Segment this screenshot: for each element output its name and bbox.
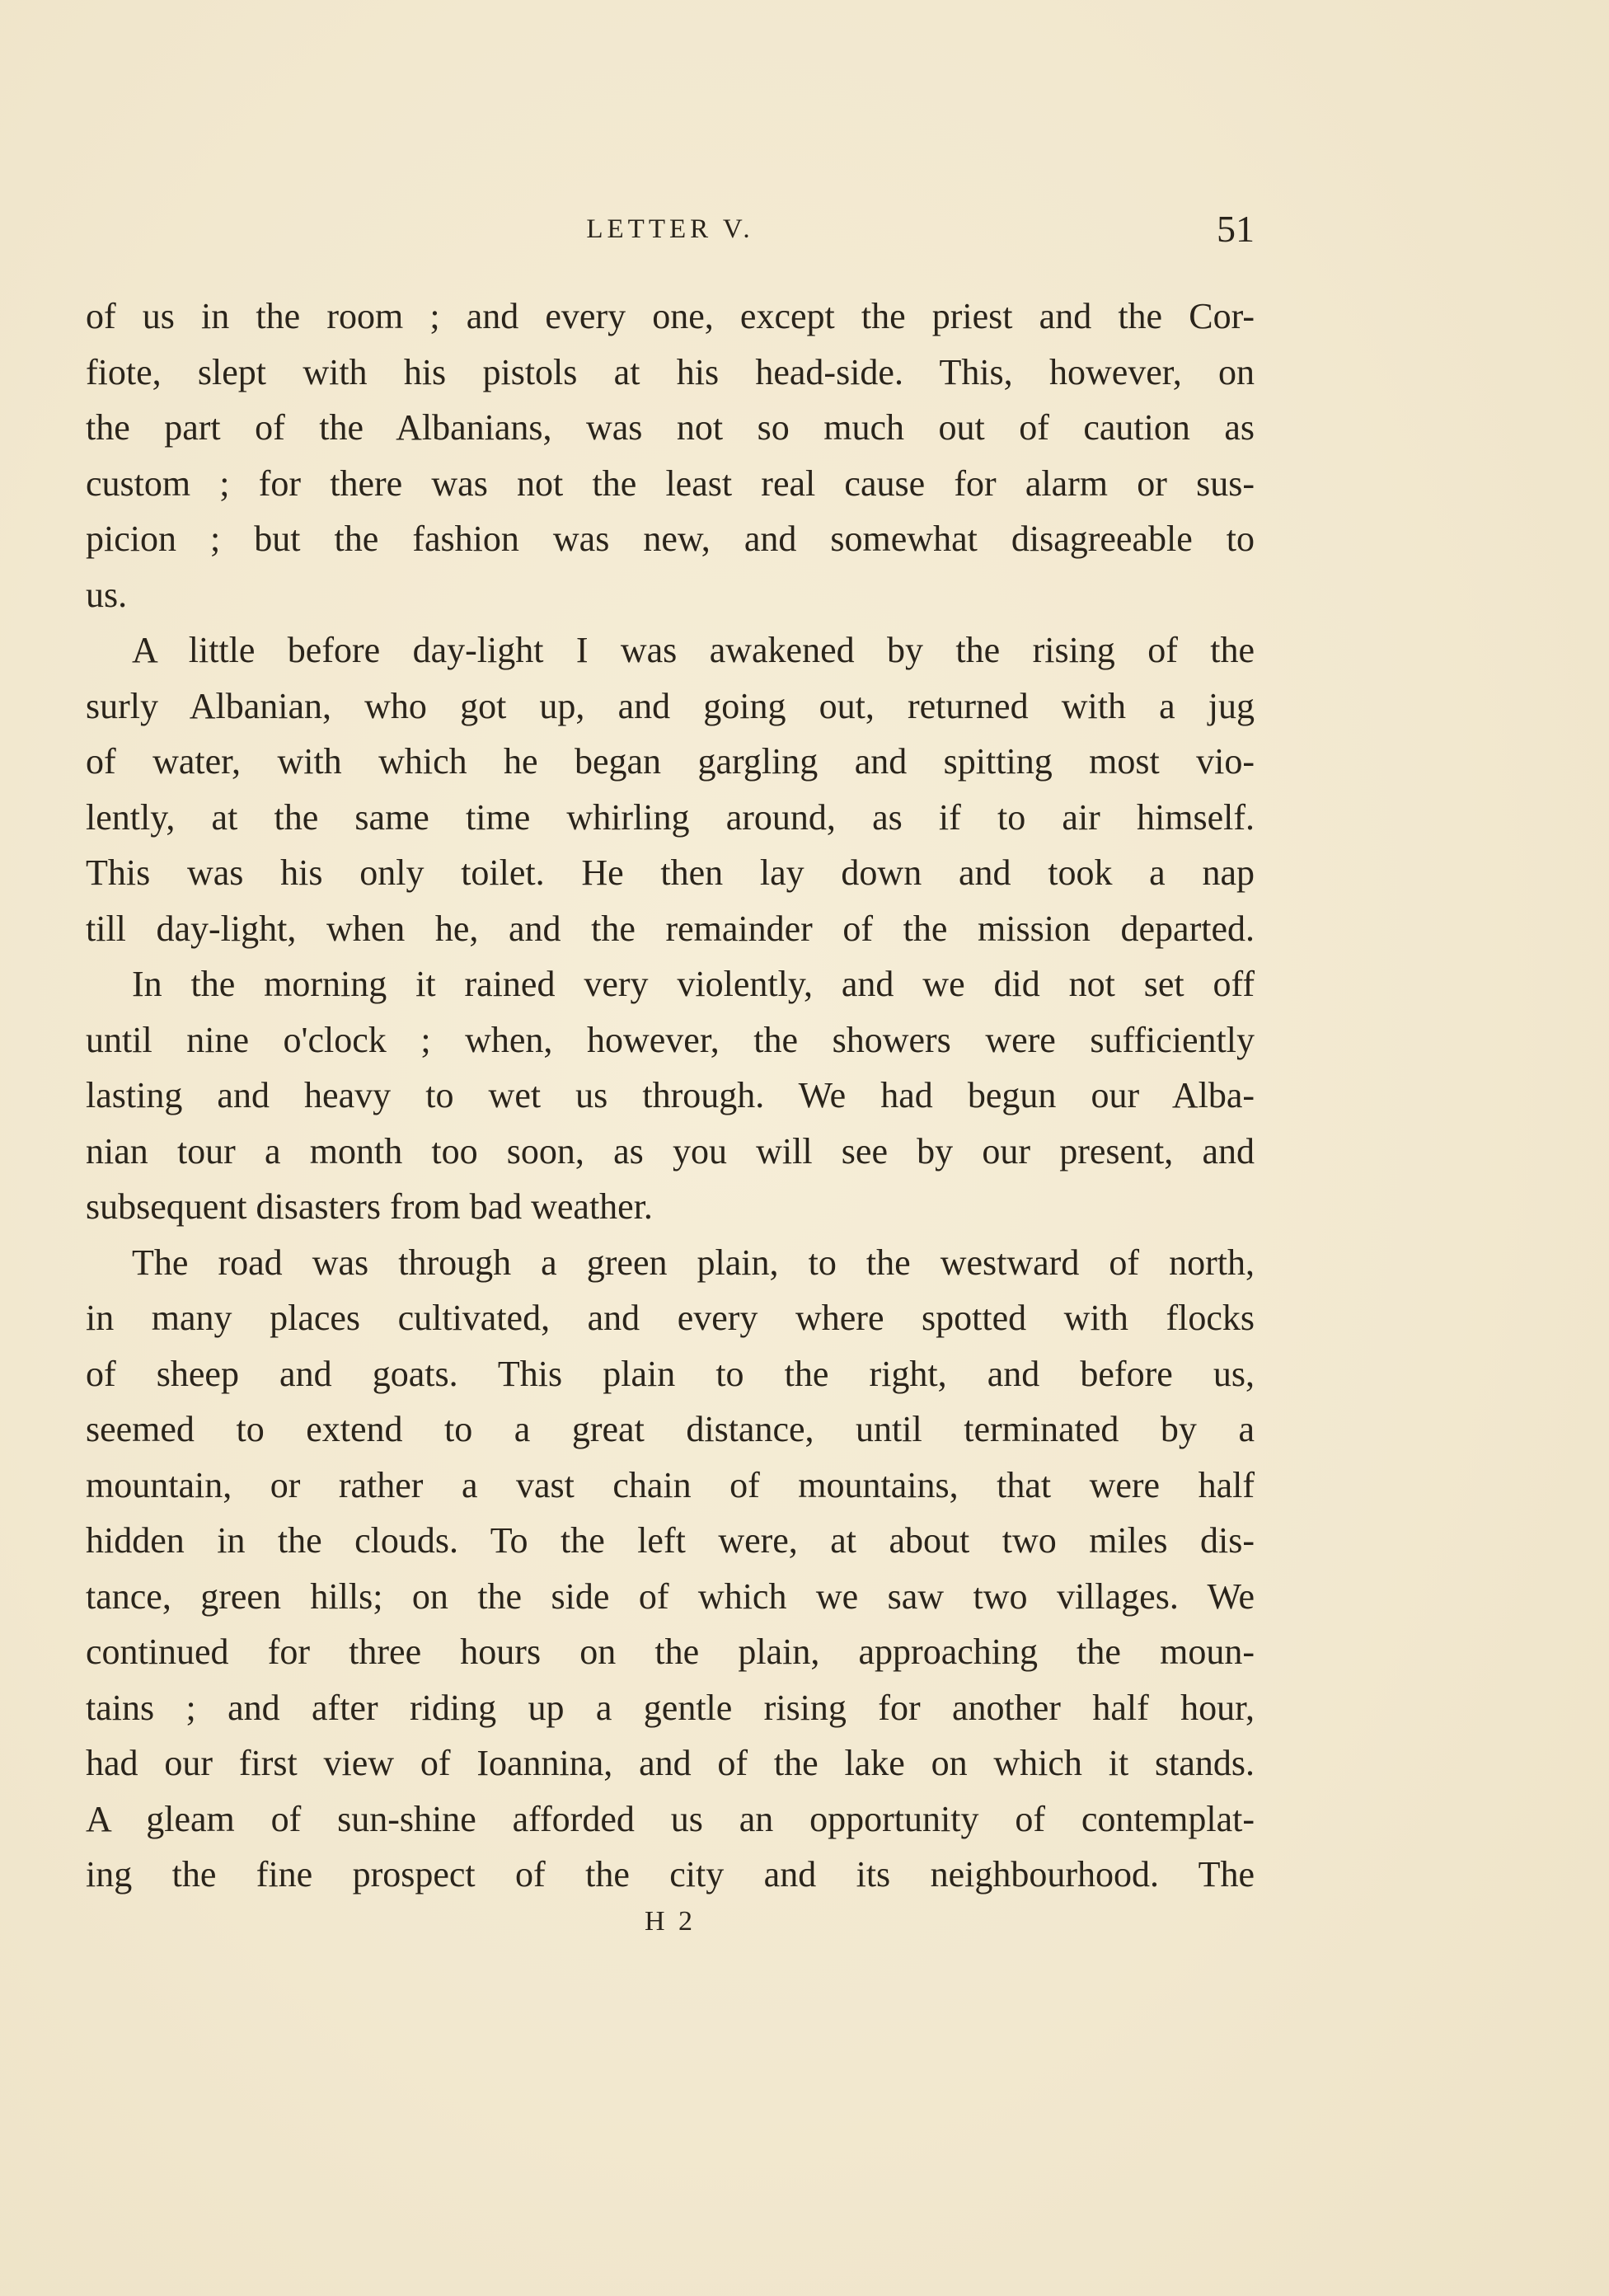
text-line: A gleam of sun-shine afforded us an opportunity of contemplat- (86, 1798, 1255, 1839)
text-line: fiote, slept with his pistols at his head-side. This, however, on (86, 351, 1255, 392)
text-line: ing the fine prospect of the city and its neighbourhood. The (86, 1854, 1255, 1895)
running-head: LETTER V. (586, 214, 754, 244)
text-line: in many places cultivated, and every where spotted with flocks (86, 1298, 1255, 1338)
text-line: tains ; and after riding up a gentle rising for another half hour, (86, 1687, 1255, 1728)
text-line: subsequent disasters from bad weather. (86, 1186, 653, 1227)
text-line: of water, with which he began gargling and spitting most vio- (86, 741, 1255, 782)
text-line: till day-light, when he, and the remainder of the mission departed. (86, 908, 1255, 949)
text-line: lasting and heavy to wet us through. We had begun our Alba- (86, 1075, 1255, 1115)
text-line: surly Albanian, who got up, and going out, returned with a jug (86, 685, 1255, 726)
text-line: The road was through a green plain, to the westward of north, (132, 1242, 1255, 1283)
page-number: 51 (1217, 208, 1255, 250)
text-line: of us in the room ; and every one, except the priest and the Cor- (86, 296, 1255, 336)
text-line: us. (86, 574, 128, 615)
text-line: continued for three hours on the plain, approaching the moun- (86, 1632, 1255, 1672)
body-text (86, 289, 1255, 1903)
text-line: nian tour a month too soon, as you will see by our present, and (86, 1130, 1255, 1171)
text-line: A little before day-light I was awakened by the rising of the (132, 630, 1255, 670)
text-line: until nine o'clock ; when, however, the showers were sufficiently (86, 1019, 1255, 1060)
text-line: lently, at the same time whirling around, as if to air himself. (86, 796, 1255, 838)
text-line: had our first view of Ioannina, and of the lake on which it stands. (86, 1743, 1255, 1783)
text-line: mountain, or rather a vast chain of mountains, that were half (86, 1464, 1255, 1505)
page-header (86, 204, 1255, 254)
text-line: picion ; but the fashion was new, and somewhat disagreeable to (86, 519, 1255, 559)
text-line: custom ; for there was not the least real cause for alarm or sus- (86, 462, 1255, 504)
text-line: of sheep and goats. This plain to the right, and before us, (86, 1353, 1255, 1394)
text-line: hidden in the clouds. To the left were, at about two miles dis- (86, 1520, 1255, 1561)
text-line: tance, green hills; on the side of which we saw two villages. We (86, 1575, 1255, 1617)
signature-mark: H 2 (644, 1906, 697, 1937)
text-line: In the morning it rained very violently, and we did not set off (132, 964, 1255, 1004)
text-line: This was his only toilet. He then lay down and took a nap (86, 852, 1255, 893)
text-line: seemed to extend to a great distance, until terminated by a (86, 1409, 1255, 1449)
text-line: the part of the Albanians, was not so much out of caution as (86, 407, 1255, 448)
